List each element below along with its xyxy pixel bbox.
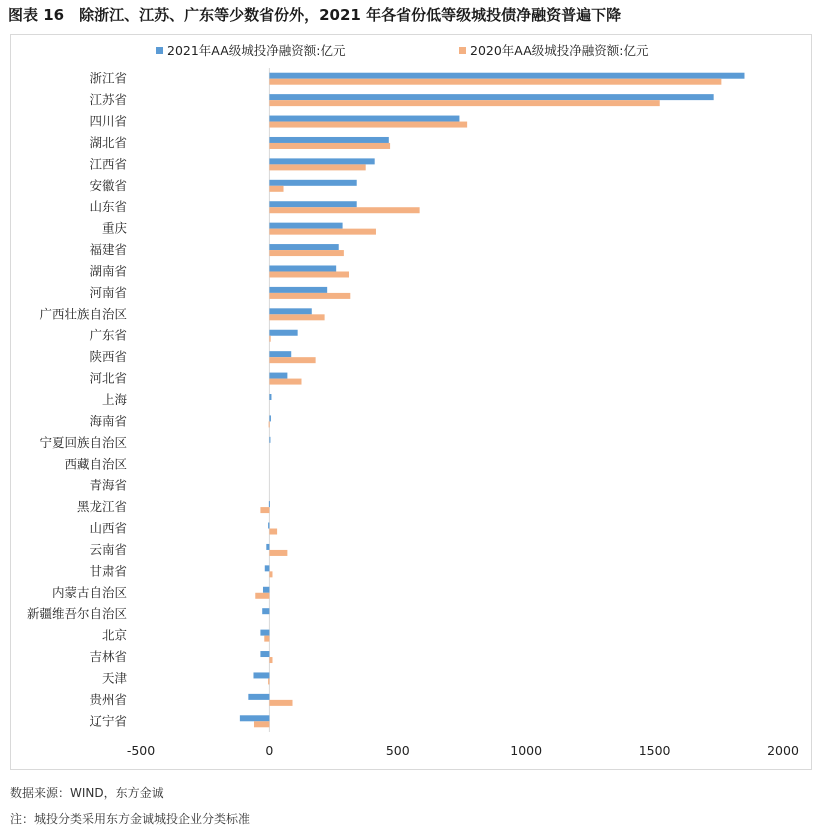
bar-2020 [269,314,324,320]
category-label: 广西壮族自治区 [39,306,127,322]
bar-2021 [269,73,744,79]
bar-2021 [269,244,338,250]
bar-2020 [269,250,343,256]
bar-2021 [260,630,269,636]
category-label: 广东省 [89,327,127,343]
bar-2021 [269,437,270,443]
category-label: 云南省 [89,541,127,557]
bar-2021 [269,201,356,207]
bar-2021 [269,223,342,229]
bar-2021 [269,158,374,164]
chart-title: 图表 16 除浙江、江苏、广东等少数省份外，2021 年各省份低等级城投债净融资普遍下降 [8,6,622,24]
legend-label: 2020年AA级城投净融资额:亿元 [470,43,649,58]
category-label: 山西省 [89,520,127,536]
bar-2021 [269,308,311,314]
bar-2020 [269,164,365,170]
bar-2020 [269,100,659,106]
bar-2020 [269,186,283,192]
category-label: 西藏自治区 [64,456,127,472]
bar-2020 [255,593,269,599]
bar-2020 [269,529,277,535]
category-label: 河北省 [89,370,127,386]
category-label: 安徽省 [89,177,127,193]
bar-2020 [264,636,269,642]
bar-2021 [269,351,291,357]
bar-2020 [269,379,301,385]
category-label: 陕西省 [89,349,127,365]
bar-2020 [269,207,419,213]
bar-2020 [269,229,376,235]
bar-2021 [269,116,459,122]
footnote: 注：城投分类采用东方金诚城投企业分类标准 [10,812,251,826]
bar-2021 [266,544,269,550]
category-label: 江苏省 [89,92,127,108]
category-label: 山东省 [89,199,127,215]
bar-2021 [240,715,270,721]
category-label: 新疆维吾尔自治区 [26,606,127,622]
category-label: 吉林省 [89,649,127,665]
category-label: 海南省 [89,413,127,429]
bar-chart [11,35,813,771]
bar-2020 [269,700,292,706]
category-label: 四川省 [89,113,127,129]
bar-2021 [263,587,269,593]
legend-swatch [459,47,466,54]
category-label: 辽宁省 [89,713,127,729]
category-label: 贵州省 [89,691,127,707]
bar-2020 [269,122,467,128]
bar-2021 [265,565,270,571]
bar-2020 [254,721,269,727]
category-label: 青海省 [89,477,127,493]
bar-2021 [269,330,297,336]
x-tick-label: 2000 [767,743,799,758]
category-label: 河南省 [89,284,127,300]
legend-label: 2021年AA级城投净融资额:亿元 [167,43,346,58]
bar-2020 [269,421,270,427]
bar-2021 [262,608,269,614]
x-tick-label: 0 [265,743,274,758]
bar-2021 [269,94,713,100]
category-label: 重庆 [101,220,127,236]
bar-2021 [269,265,336,271]
bar-2020 [268,678,269,684]
x-tick-label: -500 [126,743,156,758]
chart-frame [10,34,812,770]
category-label: 内蒙古自治区 [51,584,127,600]
bar-2020 [269,357,315,363]
bar-2021 [269,394,271,400]
category-label: 湖南省 [89,263,127,279]
source-note: 数据来源：WIND，东方金诚 [10,786,164,800]
category-label: 湖北省 [89,134,127,150]
bar-2021 [260,651,269,657]
category-label: 江西省 [89,156,127,172]
category-label: 甘肃省 [89,563,127,579]
bar-2021 [269,415,271,421]
legend-swatch [156,47,163,54]
x-tick-label: 500 [385,743,410,758]
bar-2020 [269,79,721,85]
bar-2021 [269,287,327,293]
x-tick-label: 1000 [510,743,543,758]
category-label: 宁夏回族自治区 [39,434,127,450]
bar-2021 [269,501,270,507]
bar-2020 [269,271,349,277]
category-label: 北京 [101,627,127,643]
category-label: 浙江省 [89,70,127,86]
bar-2020 [269,143,390,149]
bar-2021 [248,694,269,700]
bar-2020 [269,657,272,663]
bar-2021 [269,373,287,379]
category-label: 黑龙江省 [76,499,127,515]
category-label: 福建省 [89,242,127,258]
bar-2021 [269,137,388,143]
category-label: 上海 [101,392,127,407]
bar-2021 [253,672,269,678]
bar-2020 [269,550,287,556]
category-label: 天津 [101,670,127,686]
bar-2021 [269,180,356,186]
bar-2021 [268,523,269,529]
bar-2020 [260,507,269,513]
bar-2020 [269,336,270,342]
x-tick-label: 1500 [638,743,671,758]
bar-2020 [269,293,350,299]
bar-2020 [269,571,272,577]
